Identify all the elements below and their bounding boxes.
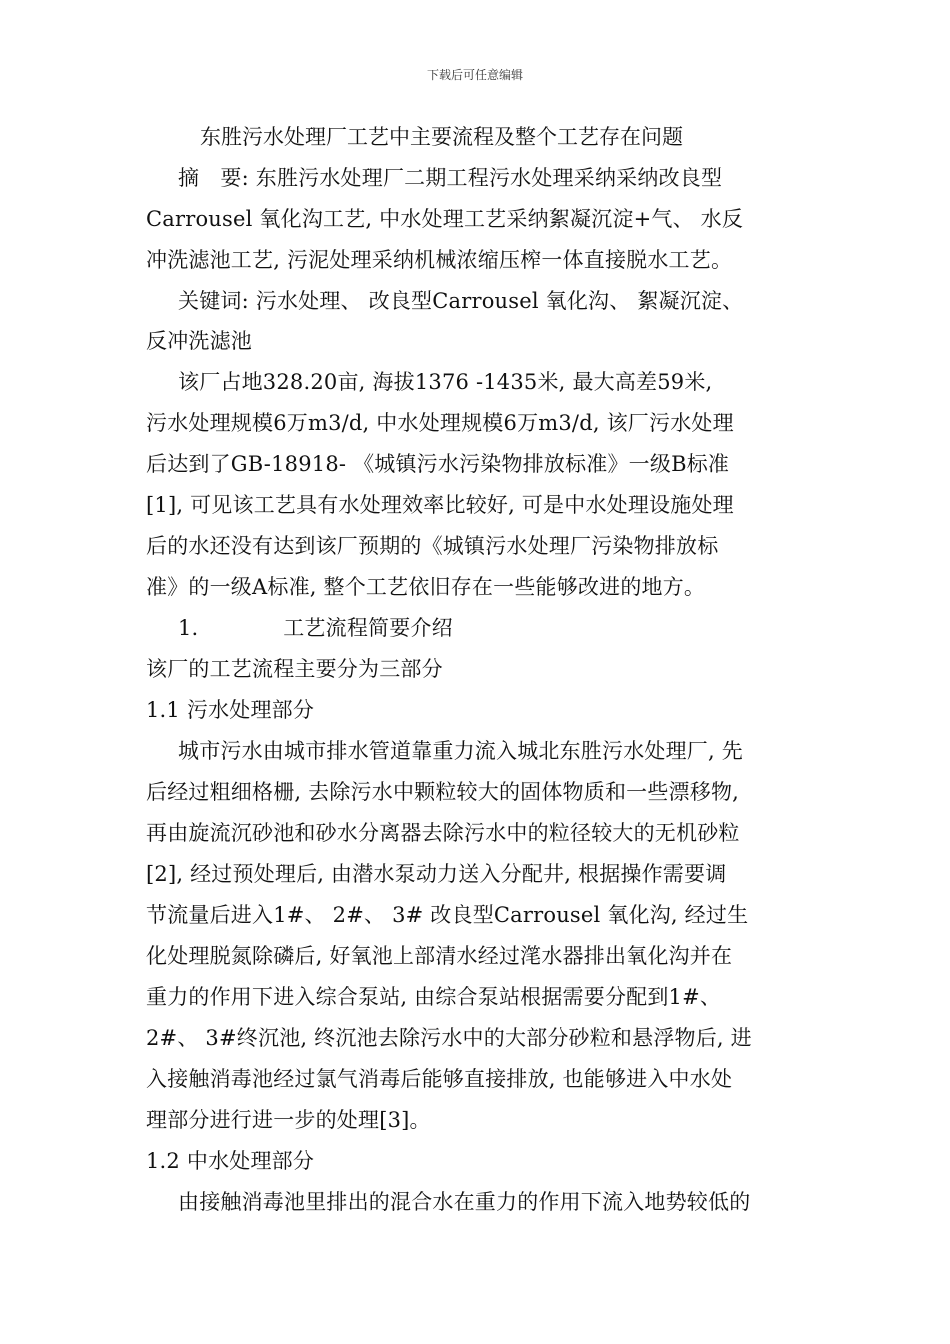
paragraph-line: 化处理脱氮除磷后, 好氧池上部清水经过滗水器排出氧化沟并在 bbox=[146, 944, 733, 968]
paragraph-line: 理部分进行进一步的处理[3]。 bbox=[146, 1108, 431, 1132]
paragraph-line: 污水处理规模6万m3/d, 中水处理规模6万m3/d, 该厂污水处理 bbox=[146, 411, 734, 435]
paragraph-line: 入接触消毒池经过氯气消毒后能够直接排放, 也能够进入中水处 bbox=[146, 1067, 733, 1091]
abstract-line-2: Carrousel 氧化沟工艺, 中水处理工艺采纳絮凝沉淀+气、 水反 bbox=[146, 207, 744, 231]
abstract-line-3: 冲洗滤池工艺, 污泥处理采纳机械浓缩压榨一体直接脱水工艺。 bbox=[146, 248, 733, 272]
paragraph-line: 城市污水由城市排水管道靠重力流入城北东胜污水处理厂, 先 bbox=[178, 739, 743, 763]
section-heading-1-2: 1.2 中水处理部分 bbox=[146, 1149, 315, 1173]
paragraph-line: 后的水还没有达到该厂预期的《城镇污水处理厂污染物排放标 bbox=[146, 534, 719, 558]
keywords-line-1: 关键词: 污水处理、 改良型Carrousel 氧化沟、 絮凝沉淀、 bbox=[178, 289, 744, 313]
paragraph-line: [2], 经过预处理后, 由潜水泵动力送入分配井, 根据操作需要调 bbox=[146, 862, 727, 886]
paragraph-line: 重力的作用下进入综合泵站, 由综合泵站根据需要分配到1#、 bbox=[146, 985, 722, 1009]
paragraph-line: 该厂的工艺流程主要分为三部分 bbox=[146, 657, 443, 681]
paragraph-line: 2#、 3#终沉池, 终沉池去除污水中的大部分砂粒和悬浮物后, 进 bbox=[146, 1026, 752, 1050]
paragraph-line: 后经过粗细格栅, 去除污水中颗粒较大的固体物质和一些漂移物, bbox=[146, 780, 740, 804]
page-header-note: 下载后可任意编辑 bbox=[426, 68, 523, 82]
document-title: 东胜污水处理厂工艺中主要流程及整个工艺存在问题 bbox=[200, 125, 683, 149]
abstract-line-1: 摘 要: 东胜污水处理厂二期工程污水处理采纳采纳改良型 bbox=[178, 166, 723, 190]
paragraph-line: 节流量后进入1#、 2#、 3# 改良型Carrousel 氧化沟, 经过生 bbox=[146, 903, 749, 927]
paragraph-line: [1], 可见该工艺具有水处理效率比较好, 可是中水处理设施处理 bbox=[146, 493, 734, 517]
paragraph-line: 由接触消毒池里排出的混合水在重力的作用下流入地势较低的 bbox=[178, 1190, 751, 1214]
paragraph-line: 再由旋流沉砂池和砂水分离器去除污水中的粒径较大的无机砂粒 bbox=[146, 821, 740, 845]
keywords-line-2: 反冲洗滤池 bbox=[146, 329, 252, 353]
paragraph-line: 该厂占地328.20亩, 海拔1376 -1435米, 最大高差59米, bbox=[178, 370, 713, 394]
paragraph-line: 准》的一级A标准, 整个工艺依旧存在一些能够改进的地方。 bbox=[146, 575, 706, 599]
section-heading-1: 1. 工艺流程简要介绍 bbox=[178, 616, 453, 640]
section-heading-1-1: 1.1 污水处理部分 bbox=[146, 698, 315, 722]
paragraph-line: 后达到了GB-18918- 《城镇污水污染物排放标准》一级B标准 bbox=[146, 452, 730, 476]
